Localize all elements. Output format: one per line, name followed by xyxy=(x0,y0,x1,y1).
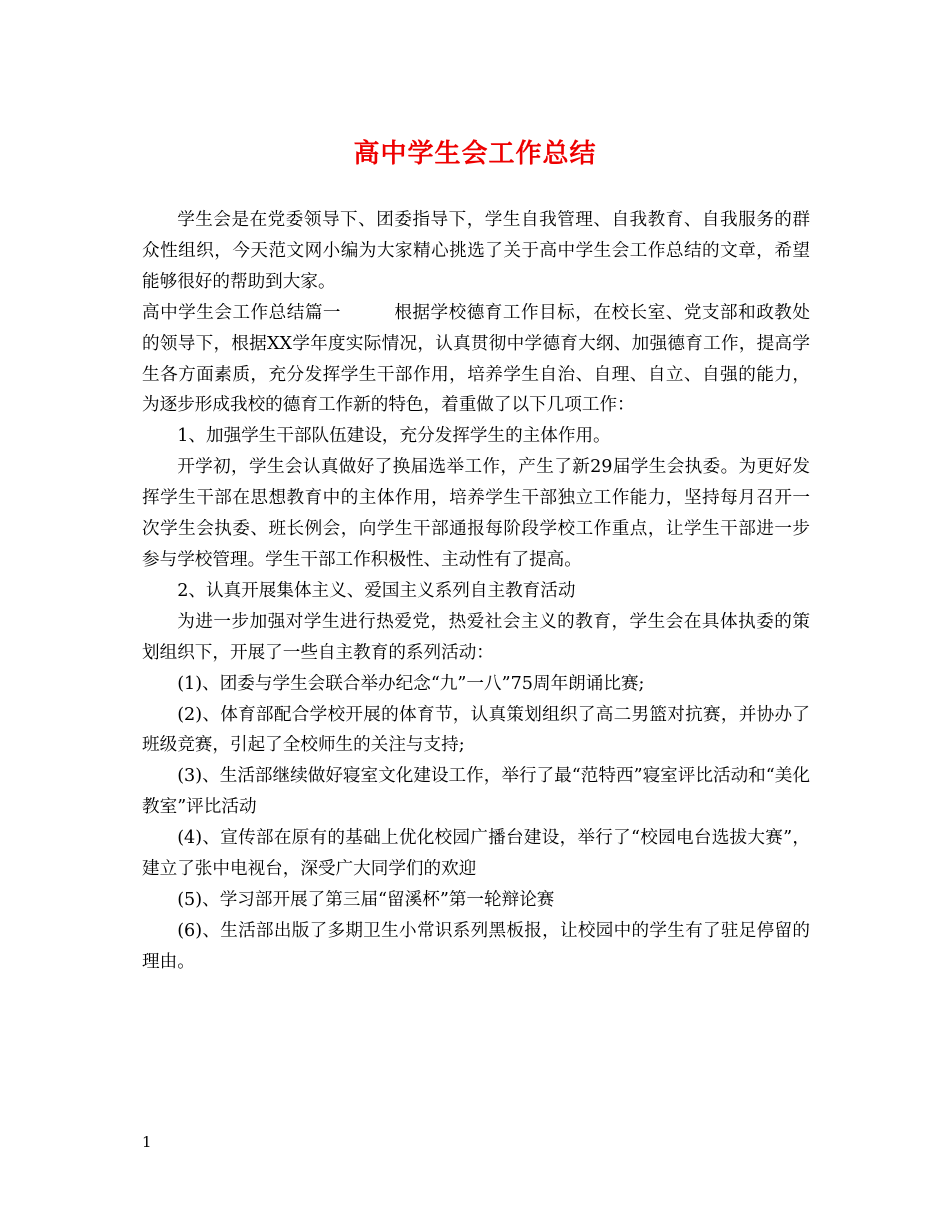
paragraph-item-7: (3)、生活部继续做好寝室文化建设工作，举行了最“范特西”寝室评比活动和“美化教室”评比活动 xyxy=(142,766,810,818)
document-body xyxy=(142,205,810,978)
intro-paragraph: 学生会是在党委领导下、团委指导下，学生自我管理、自我教育、自我服务的群众性组织，今天范文网小编为大家精心挑选了关于高中学生会工作总结的文章，希望能够很好的帮助到大家。 xyxy=(142,210,810,292)
section-paragraph xyxy=(142,298,810,422)
paragraph-item-10: (6)、生活部出版了多期卫生小常识系列黑板报，让校园中的学生有了驻足停留的理由。 xyxy=(142,920,810,972)
section-heading: 高中学生会工作总结篇一 xyxy=(142,302,342,323)
paragraph-item-8: (4)、宣传部在原有的基础上优化校园广播台建设，举行了“校园电台选拔大赛”，建立了张中电视台，深受广大同学们的欢迎 xyxy=(142,828,810,880)
paragraph-item-9: (5)、学习部开展了第三届“留溪杯”第一轮辩论赛 xyxy=(177,889,555,910)
document-title: 高中学生会工作总结 xyxy=(353,139,597,169)
paragraph-item-2: 开学初，学生会认真做好了换届选举工作，产生了新29届学生会执委。为更好发挥学生干部在思想教育中的主体作用，培养学生干部独立工作能力，坚持每月召开一次学生会执委、班长例会，向学生干部通报每阶段学校工作重点，让学生干部进一步参与学校管理。学生干部工作积极性、主动性有了提高。 xyxy=(142,457,810,570)
page-number: 1 xyxy=(142,1133,152,1151)
paragraph-item-1: 1、加强学生干部队伍建设，充分发挥学生的主体作用。 xyxy=(177,426,611,447)
section-text: 根据学校德育工作目标，在校长室、党支部和政教处的领导下，根据XX学年度实际情况，认真贯彻中学德育大纲、加强德育工作，提高学生各方面素质，充分发挥学生干部作用，培养学生自治、自理、自立、自强的能力，为逐步形成我校的德育工作新的特色，着重做了以下几项工作： xyxy=(142,302,810,416)
paragraph-item-3: 2、认真开展集体主义、爱国主义系列自主教育活动 xyxy=(177,580,576,601)
paragraph-item-6: (2)、体育部配合学校开展的体育节，认真策划组织了高二男篮对抗赛，并协办了班级竞赛，引起了全校师生的关注与支持; xyxy=(142,704,810,756)
paragraph-item-4: 为进一步加强对学生进行热爱党，热爱社会主义的教育，学生会在具体执委的策划组织下，开展了一些自主教育的系列活动： xyxy=(142,611,810,663)
paragraph-item-5: (1)、团委与学生会联合举办纪念“九”一八”75周年朗诵比赛; xyxy=(177,673,645,694)
